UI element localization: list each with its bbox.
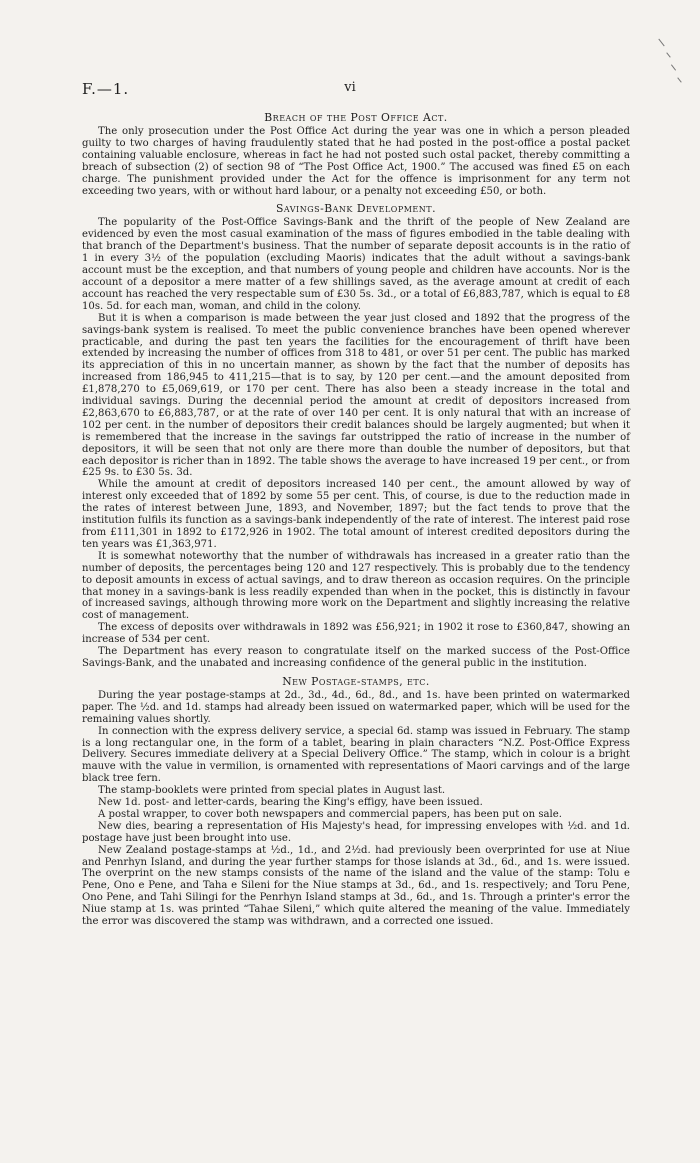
document-body — [82, 108, 630, 933]
section-postage-stamps — [82, 675, 630, 928]
paragraph: But it is when a comparison is made between the year just closed and 1892 that the progress of the savings-bank system is realised. To meet the public convenience branches have been opened wherever practicable, and during the past ten years the facilities for the encouragement of thrift have been extended by increasing the number of offices from 318 to 481, or over 51 per cent. The public has marked its appreciation of this in no uncertain manner, as shown by the fact that the number of deposits has increased from 186,945 to 411,215—that is to say, by 120 per cent.—and the amount deposited from £1,878,270 to £5,069,619, or 170 per cent. There has also been a steady increase in the total and individual savings. During the decennial period the amount at credit of depositors increased from £2,863,670 to £6,883,787, or at the rate of over 140 per cent. It is only natural that with an increase of 102 per cent. in the number of depositors their credit balances should be largely augmented; but when it is remembered that the increase in the savings far outstripped the ratio of increase in the number of depositors, it will be seen that not only are there more than double the number of depositors, but that each depositor is richer than in 1892. The table shows the average to have increased 19 per cent., or from £25 9s. to £30 5s. 3d. — [82, 312, 630, 479]
scan-mark — [677, 77, 681, 82]
paragraph: The stamp-booklets were printed from special plates in August last. — [98, 785, 446, 797]
paragraph: New 1d. post- and letter-cards, bearing the King's effigy, have been issued. — [98, 797, 483, 809]
section-heading: New Postage-stamps, etc. — [282, 674, 430, 688]
section-heading: Breach of the Post Office Act. — [264, 111, 448, 124]
scan-mark — [671, 64, 676, 70]
section-savings-bank — [82, 202, 630, 669]
scan-mark — [666, 52, 670, 57]
paragraph: A postal wrapper, to cover both newspapers and commercial papers, has been put on sale. — [98, 808, 562, 820]
paragraph: New Zealand postage-stamps at ½d., 1d., and 2½d. had previously been overprinted for use at Niue and Penrhyn Island, and during the year further stamps for those islands at 3d., 6d., and 1s. were issued. The overprint on the new stamps consists of the name of the island and the value of the stamp: Tolu e Pene, Ono e Pene, and Taha e Sileni for the Niue stamps at 3d., 6d., and 1s. respectively; and Toru Pene, Ono Pene, and Tahi Silingi for the Penrhyn Island stamps at 3d., 6d., and 1s. Through a printer's error the Niue stamp at 1s. was printed “Tahae Sileni,” which quite altered the meaning of the value. Immediately the error was discovered the stamp was withdrawn, and a corrected one issued. — [82, 844, 630, 928]
document-reference: F.—1. — [82, 80, 130, 98]
paragraph: While the amount at credit of depositors increased 140 per cent., the amount allowed by way of interest only exceeded that of 1892 by some 55 per cent. This, of course, is due to the reduction made in the rates of interest between June, 1893, and November, 1897; but the fact tends to prove that the institution fulfils its function as a savings-bank independently of the rate of interest. The interest paid rose from £111,301 in 1892 to £172,926 in 1902. The total amount of interest credited depositors during the ten years was £1,363,971. — [82, 479, 630, 550]
paragraph: In connection with the express delivery service, a special 6d. stamp was issued in February. The stamp is a long rectangular one, in the form of a tablet, bearing in plain characters “N.Z. Post-Office Express Delivery. Secures immediate delivery at a Special Delivery Office.” The stamp, which in colour is a bright mauve with the value in vermilion, is ornamented with representations of Maori carvings and of the large black tree fern. — [82, 725, 630, 785]
paragraph: During the year postage-stamps at 2d., 3d., 4d., 6d., 8d., and 1s. have been printed on watermarked paper. The ½d. and 1d. stamps had already been issued on watermarked paper, which will be used for the remaining values shortly. — [82, 689, 630, 725]
paragraph: The popularity of the Post-Office Savings-Bank and the thrift of the people of New Zealand are evidenced by even the most casual examination of the mass of figures embodied in the table dealing with that branch of the Department's business. That the number of separate deposit accounts is in the ratio of 1 in every 3½ of the population (excluding Maoris) indicates that the adult without a savings-bank account must be the exception, and that numbers of young people and children have accounts. Nor is the account of a depositor a mere matter of a few shillings saved, as the average amount at credit of each account has reached the very respectable sum of £30 5s. 3d., or a total of £6,883,787, which is equal to £8 10s. 5d. for each man, woman, and child in the colony. — [82, 217, 630, 312]
paragraph: It is somewhat noteworthy that the number of withdrawals has increased in a greater ratio than the number of deposits, the percentages being 120 and 127 respectively. This is probably due to the tendency to deposit amounts in excess of actual savings, and to draw thereon as occasion requires. On the principle that money in a savings-bank is less readily expended than when in the pocket, this is distinctly in favour of increased savings, although throwing more work on the Department and slightly increasing the relative cost of management. — [82, 550, 630, 622]
paragraph: New dies, bearing a representation of His Majesty's head, for impressing envelopes with ½d. and 1d. postage have just been brought into use. — [82, 820, 630, 844]
paragraph: The excess of deposits over withdrawals in 1892 was £56,921; in 1902 it rose to £360,847, showing an increase of 534 per cent. — [82, 622, 630, 646]
paragraph: The Department has every reason to congratulate itself on the marked success of the Post-Office Savings-Bank, and the unabated and increasing confidence of the general public in the institution. — [82, 646, 630, 669]
scan-mark — [658, 39, 664, 47]
page-header — [82, 80, 618, 100]
section-heading: Savings-Bank Development. — [275, 202, 437, 216]
paragraph: The only prosecution under the Post Office Act during the year was one in which a person pleaded guilty to two charges of having fraudulently stated that he had posted in the post-office a postal packet containing valuable enclosure, whereas in fact he had not posted such ostal packet, thereby committing a breach of subsection (2) of section 98 of “The Post Office Act, 1900.” The accused was fined £5 on each charge. The punishment provided under the Act for the offence is imprisonment for any term not exceeding two years, with or without hard labour, or a penalty not exceeding £50, or both. — [82, 126, 630, 197]
page-number: vi — [344, 80, 356, 95]
section-post-office-act — [82, 111, 630, 197]
